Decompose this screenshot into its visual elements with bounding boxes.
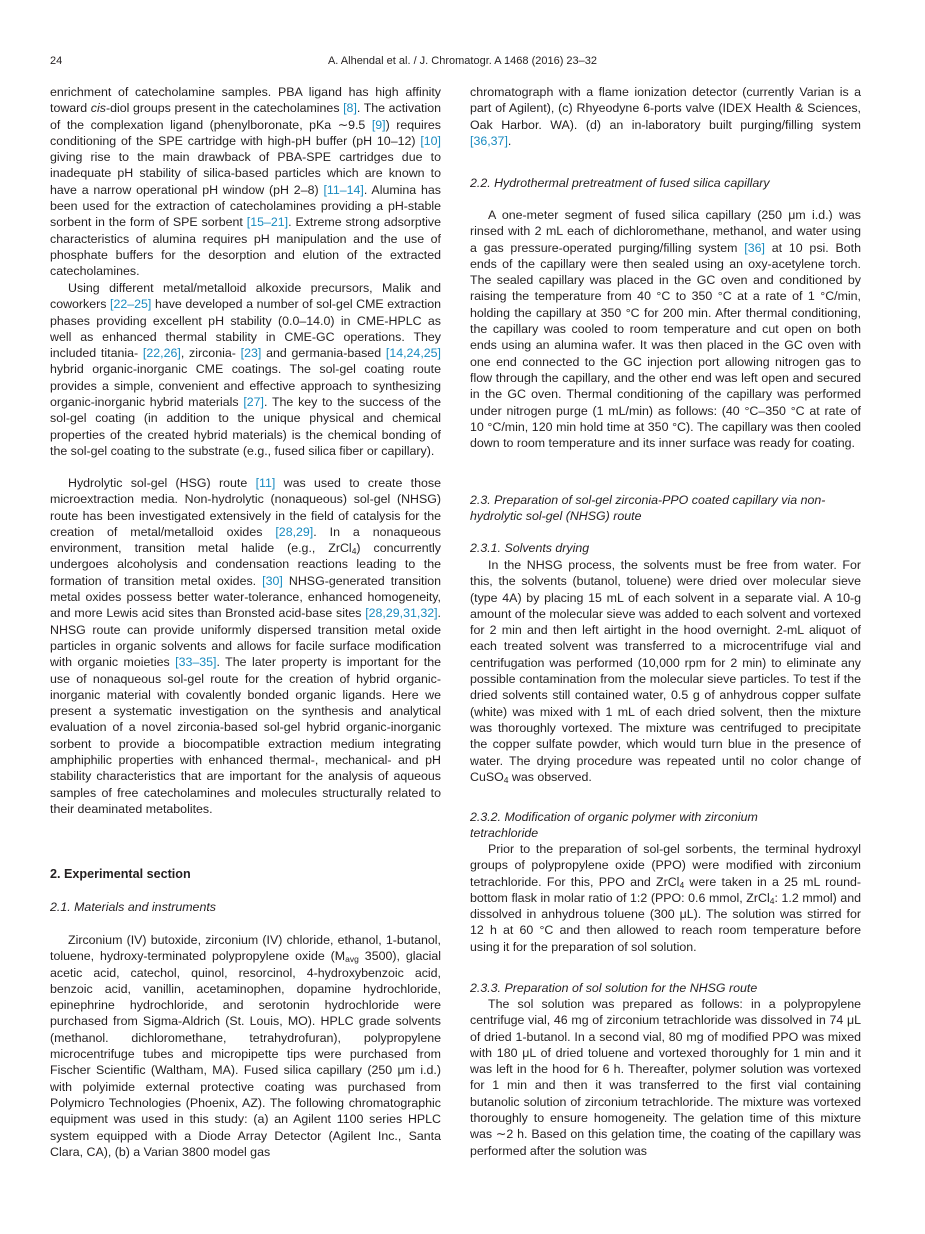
text-run: ) requires conditioning of the SPE cartridge with high-pH buffer (pH 10–12)	[50, 117, 441, 148]
citation-link[interactable]: [23]	[240, 346, 262, 361]
text-run: . Alumina has been used for the extraction of catecholamines providing a pH-stable sorbent in the form of SPE sorbent	[50, 182, 441, 230]
citation-link[interactable]: [15–21]	[246, 215, 289, 230]
text-run: ) concurrently undergoes alcoholysis and condensation reactions leading to the formation of transition metal oxides.	[50, 541, 441, 588]
citation-link[interactable]: [36,37]	[470, 133, 508, 148]
citation-link[interactable]: [10]	[420, 133, 441, 148]
subsection-heading: 2.3. Preparation of sol-gel zirconia-PPO coated capillary via non-hydrolytic sol-gel (NHSG) route	[470, 493, 826, 524]
citation-link[interactable]: [27]	[243, 395, 264, 410]
text-run: A one-meter segment of fused silica capillary (250 μm i.d.) was rinsed with 2 mL each of dichloromethane, methanol, and water using a gas pressure-operated purging/filling system	[470, 208, 861, 255]
subscript: 4	[503, 774, 509, 785]
text-run: 3500), glacial acetic acid, catechol, quinol, resorcinol, 4-hydroxybenzoic acid, benzoic acid, vanillin, acetaminophen, dopamine hydrochloride, epinephrine hydrochloride, and serotonin hydrochloride were purchased from Sigma-Aldrich (St. Louis, MO). HPLC grade solvents (methanol. dichloromethane, tetrahydrofuran), polypropylene microcentrifuge tubes and micropipette tips were purchased from Fischer Scientific (Waltham, MA). Fused silica capillary (250 μm i.d.) with polyimide external protective coating was purchased from Polymicro Technologies (Phoenix, AZ). The following chromatographic equipment was used in this study: (a) an Agilent 1100 series HPLC system equipped with a Diode Array Detector (Agilent Inc., Santa Clara, CA), (b) a Varian 3800 model gas	[50, 949, 441, 1159]
text-run: were taken in a 25 mL round-bottom flask in molar ratio of 1:2 (PPO: 0.6 mmol, ZrCl	[470, 874, 861, 905]
text-run: . The activation of the complexation ligand (phenylboronate, pKa ∼9.5	[50, 101, 441, 132]
text-run: , zirconia-	[180, 346, 241, 361]
text-run: have developed a number of sol-gel CME extraction phases providing excellent pH stability (0.0–14.0) in CME-HPLC as well as enhanced thermal stability in CME-GC operations. They included titania-	[50, 297, 441, 361]
paragraph	[50, 932, 441, 1160]
subscript: 4	[351, 546, 357, 557]
text-run: and germania-based	[261, 346, 386, 361]
paragraph	[470, 996, 861, 1159]
subscript: 4	[769, 895, 775, 906]
citation-link[interactable]: [22,26]	[142, 346, 181, 361]
text-run: was used to create those microextraction media. Non-hydrolytic (nonaqueous) sol-gel (NHSG) route has been investigated extensively in the field of catalysis for the creation of metal/metalloid oxides	[50, 476, 441, 539]
text-run: Using different metal/metalloid alkoxide precursors, Malik and coworkers	[50, 281, 441, 312]
citation-link[interactable]: [8]	[343, 101, 357, 116]
paragraph	[470, 84, 861, 149]
text-run: The sol solution was prepared as follows: in a polypropylene centrifuge vial, 46 mg of zirconium tetrachloride was dissolved in 74 μL of dried 1-butanol. In a second vial, 80 mg of modified PPO was mixed with 180 μL of dried toluene and vortexed thoroughly for 1 min and it was left in the hood for 6 h. Thereafter, polymer solution was vortexed for 1 min and then it was transferred to the first vial containing butanolic solution of zirconium tetrachloride. The mixture was vortexed thoroughly to ensure homogeneity. The gelation time of this mixture was ∼2 h. Based on this gelation time, the coating of the capillary was performed after the solution was	[470, 997, 861, 1158]
text-run: In the NHSG process, the solvents must be free from water. For this, the solvents (butanol, toluene) were dried over molecular sieve (type 4A) by placing 15 mL of each solvent in a separate vial. A 10-g amount of the molecular sieve was added to each solvent and vortexed for 2 min and then left airtight in the hood overnight. 2-mL aliquot of each treated solvent was transferred to a microcentrifuge vial and centrifugation was performed (10,000 rpm for 2 min) to eliminate any possible contamination from the molecular sieve particles. To test if the dried solvents still contained water, 0.5 g of anhydrous copper sulfate (white) was mixed with 1 mL of each dried solvent, then the mixture was thoroughly vortexed. The mixture was centrifuged to precipitate the copper sulfate powder, which would turn blue in the presence of water. The drying procedure was repeated until no color change of CuSO	[470, 558, 861, 784]
page-number: 24	[50, 55, 63, 67]
text-run: hybrid organic-inorganic CME coatings. The sol-gel coating route provides a simple, convenient and effective approach to synthesizing organic-inorganic hybrid materials	[50, 362, 441, 410]
citation-link[interactable]: [30]	[262, 573, 283, 588]
citation-link[interactable]: [22–25]	[110, 297, 152, 312]
text-run: . In a nonaqueous environment, transition metal halide (e.g., ZrCl	[50, 524, 441, 556]
text-run: Prior to the preparation of sol-gel sorbents, the terminal hydroxyl groups of polypropylene oxide (PPO) were modified with zirconium tetrachloride. For this, PPO and ZrCl	[470, 842, 861, 889]
citation-link[interactable]: [33–35]	[175, 655, 217, 670]
text-run: . The later property is important for the use of nonaqueous sol-gel route for the creation of hybrid organic-inorganic material with covalently bonded organic ligands. Here we present a systematic investigation on the synthesis and analytical evaluation of a novel zirconia-based sol-gel hybrid organic-inorganic sorbent to provide a biocompatible extraction medium integrating amphiphilic properties with enhanced thermal-, mechanical- and pH stability characteristics that are important for the analysis of aqueous samples of free catecholamines and molecules structurally related to their deaminated metabolites.	[50, 655, 441, 816]
text-run: Zirconium (IV) butoxide, zirconium (IV) chloride, ethanol, 1-butanol, toluene, hydroxy-terminated polypropylene oxide (M	[50, 933, 441, 964]
text-run: . The key to the success of the sol-gel coating (in addition to the unique physical and chemical properties of the created hybrid materials) is the chemical bonding of the sol-gel coating to the substrate (e.g., fused silica fiber or capillary).	[50, 395, 442, 458]
text-run: giving rise to the main drawback of PBA-SPE cartridges due to inadequate pH stability of silica-based particles which are known to have a narrow operational pH window (pH 2–8)	[50, 150, 441, 197]
text-run: NHSG-generated transition metal oxides possess better water-tolerance, enhanced homogeneity, and more Lewis acid sites than Bronsted acid-base sites	[50, 573, 441, 621]
subscript: 4	[679, 879, 685, 890]
text-run: at 10 psi. Both ends of the capillary were then sealed using an oxy-acetylene torch. The sealed capillary was placed in the GC oven and conditioned by raising the temperature from 40 °C to 350 °C at a rate of 1 °C/min, holding the capillary at 350 °C for 200 min. After thermal conditioning, the capillary was cooled to room temperature and cut open on both ends using an alumina wafer. It was then placed in the GC oven with one end connected to the GC injection port allowing nitrogen gas to flow through the capillary, and the other end was left open and secured in the GC oven. Thermal conditioning of the capillary was performed under nitrogen purge (1 mL/min) as follows: (40 °C–350 °C at rate of 10 °C/min, 120 min hold time at 350 °C). The capillary was then cooled down to room temperature and its inner surface was ready for coating.	[470, 240, 861, 451]
text-run: Hydrolytic sol-gel (HSG) route	[68, 476, 256, 490]
citation-link[interactable]: [9]	[371, 117, 386, 132]
citation-link[interactable]: [36]	[744, 240, 765, 255]
paragraph	[470, 207, 861, 451]
citation-link[interactable]: [14,24,25]	[385, 346, 441, 361]
citation-link[interactable]: [11–14]	[323, 182, 364, 197]
subsubsection-heading: 2.3.3. Preparation of sol solution for the NHSG route	[470, 981, 758, 995]
citation-link[interactable]: [28,29]	[275, 524, 314, 539]
italic-term: cis	[90, 101, 106, 116]
subsubsection-heading: 2.3.1. Solvents drying	[470, 541, 590, 555]
text-run: .	[507, 133, 512, 148]
text-run: . Extreme strong adsorptive characteristics of alumina requires pH manipulation and the use of phosphate buffers for the desorption and elution of the extracted catecholamines.	[50, 215, 441, 279]
text-run: . NHSG route can provide uniformly dispersed transition metal oxide particles in organic solvents and allows for facile surface modification with organic moieties	[50, 606, 441, 670]
subsection-heading: 2.2. Hydrothermal pretreatment of fused silica capillary	[470, 176, 770, 190]
text-run: chromatograph with a flame ionization detector (currently Varian is a part of Agilent), (c) Rhyeodyne 6-ports valve (IDEX Health & Sciences, Oak Harbor. WA). (d) an in-laboratory built purging/filling system	[470, 85, 861, 132]
subsubsection-heading: 2.3.2. Modification of organic polymer with zirconium tetrachloride	[470, 810, 758, 841]
citation-link[interactable]: [11]	[255, 476, 276, 490]
paragraph	[50, 475, 441, 817]
text-run: : 1.2 mmol) and dissolved in anhydrous toluene (300 μL). The solution was stirred for 12 h at 60 °C and then allowed to reach room temperature before using it for the preparation of sol solution.	[470, 890, 861, 954]
running-title: A. Alhendal et al. / J. Chromatogr. A 1468 (2016) 23–32	[327, 55, 598, 67]
paragraph	[50, 84, 441, 280]
citation-link[interactable]: [28,29,31,32]	[365, 606, 438, 621]
text-run: was observed.	[508, 769, 592, 784]
paragraph	[470, 841, 861, 955]
paragraph	[470, 557, 861, 785]
paragraph	[50, 280, 441, 459]
text-run: -diol groups present in the catecholamines	[105, 101, 344, 116]
section-heading: 2. Experimental section	[50, 867, 191, 881]
subscript: avg	[345, 954, 359, 965]
subsection-heading: 2.1. Materials and instruments	[50, 900, 216, 914]
text-run: enrichment of catecholamine samples. PBA ligand has high affinity toward	[50, 85, 441, 116]
